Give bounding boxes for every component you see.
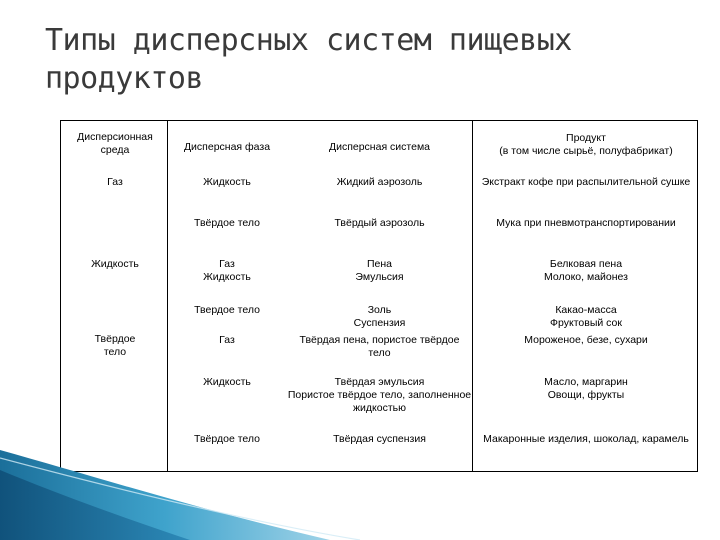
- dispersed-systems-table: [60, 120, 698, 472]
- title-line-1: Типы дисперсных систем пищевых: [45, 23, 572, 58]
- header-dispersed-phase: Дисперсная фаза: [183, 141, 271, 153]
- row-product: Экстракт кофе при распылительной сушке: [481, 176, 691, 188]
- row-system: Золь Суспензия: [353, 304, 406, 329]
- row-system: Твёрдая суспензия: [333, 433, 426, 445]
- row-system: Твёрдый аэрозоль: [334, 217, 425, 229]
- header-dispersion-medium: Дисперсионная среда: [77, 131, 153, 156]
- row-product: Белковая пена Молоко, майонез: [544, 258, 628, 283]
- row-product: Мороженое, безе, сухари: [524, 334, 648, 346]
- column-divider: [167, 121, 168, 471]
- row-phase: Твёрдое тело: [194, 433, 260, 445]
- header-dispersed-system: Дисперсная система: [328, 141, 431, 153]
- row-product: Масло, маргарин Овощи, фрукты: [544, 376, 628, 401]
- title-line-2: продуктов: [45, 61, 204, 96]
- row-phase: Твёрдое тело: [194, 217, 260, 229]
- row-phase: Газ: [219, 334, 235, 346]
- row-phase: Газ Жидкость: [203, 258, 251, 283]
- header-product-line-2: (в том числе сырьё, полуфабрикат): [499, 145, 673, 157]
- decorative-wave: [0, 450, 720, 540]
- row-system: Твёрдая эмульсия Пористое твёрдое тело, заполненное жидкостью: [287, 376, 472, 414]
- row-phase: Жидкость: [203, 376, 251, 388]
- page-title: [45, 22, 685, 98]
- header-product: [473, 132, 699, 158]
- medium-liquid: Жидкость: [91, 258, 139, 270]
- row-system: Пена Эмульсия: [355, 258, 404, 283]
- row-phase: Жидкость: [203, 176, 251, 188]
- medium-gas: Газ: [107, 176, 123, 188]
- row-product: Макаронные изделия, шоколад, карамель: [483, 433, 689, 445]
- row-product: Какао-масса Фруктовый сок: [550, 304, 622, 329]
- row-product: Мука при пневмотранспортировании: [496, 217, 676, 229]
- column-divider: [472, 121, 473, 471]
- row-system: Твёрдая пена, пористое твёрдое тело: [299, 334, 460, 359]
- row-phase: Твердое тело: [194, 304, 260, 316]
- row-system: Жидкий аэрозоль: [336, 176, 423, 188]
- medium-solid: Твёрдое тело: [94, 333, 136, 358]
- header-product-line-1: Продукт: [566, 132, 606, 144]
